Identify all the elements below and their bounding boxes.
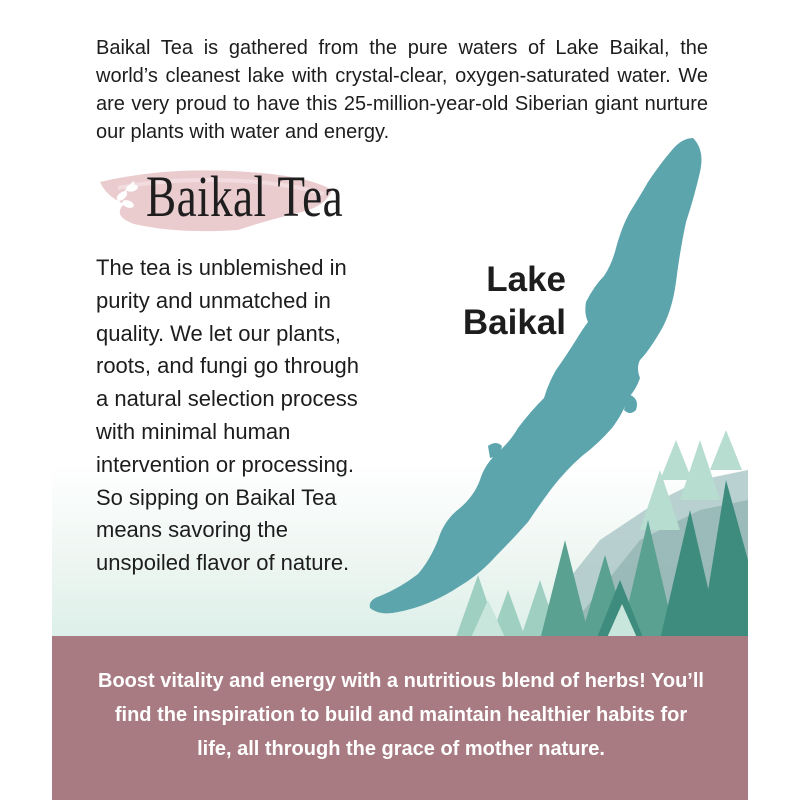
footer-text: Boost vitality and energy with a nutritious blend of herbs! You’ll find the inspiration to build and maintain healthier habits for life, all through the grace of mother nature. xyxy=(98,670,704,760)
intro-paragraph: Baikal Tea is gathered from the pure waters of Lake Baikal, the world’s cleanest lake with crystal-clear, oxygen-saturated water. We are very proud to have this 25-million-year-old Siberian giant nurture our plants with water and energy. xyxy=(96,37,708,143)
map-label: Lake Baikal xyxy=(462,260,566,342)
description-paragraph: The tea is unblemished in purity and unmatched in quality. We let our plants, roots, and fungi go through a natural selection process with minimal human intervention or processing. So sipping on Baikal Tea means savoring the unspoiled flavor of nature. xyxy=(96,255,359,576)
product-title: Baikal Tea xyxy=(146,164,344,229)
footer-band xyxy=(52,636,748,800)
